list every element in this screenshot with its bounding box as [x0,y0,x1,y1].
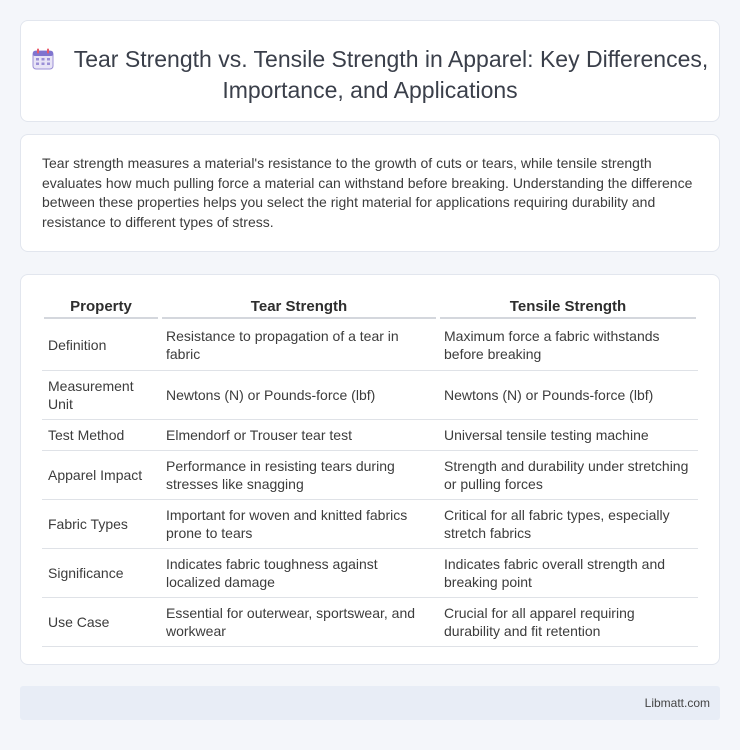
tensile-strength-cell: Crucial for all apparel requiring durability and fit retention [438,597,698,646]
footer-brand: Libmatt.com [644,696,710,710]
tensile-strength-cell: Indicates fabric overall strength and breaking point [438,548,698,597]
header-property: Property [42,295,160,321]
table-row [42,597,698,646]
calendar-icon [32,48,54,76]
tensile-strength-cell: Newtons (N) or Pounds-force (lbf) [438,370,698,419]
table-header-row [42,295,698,321]
table-row [42,419,698,450]
table-row [42,499,698,548]
intro-card [20,134,720,252]
tensile-strength-cell: Critical for all fabric types, especially stretch fabrics [438,499,698,548]
property-cell: Significance [42,548,160,597]
property-cell: Fabric Types [42,499,160,548]
property-cell: Measurement Unit [42,370,160,419]
table-row [42,321,698,370]
property-cell: Use Case [42,597,160,646]
tensile-strength-cell: Maximum force a fabric withstands before breaking [438,321,698,370]
table-row [42,450,698,499]
property-cell: Apparel Impact [42,450,160,499]
page-title [21,45,719,104]
tensile-strength-cell: Strength and durability under stretching or pulling forces [438,450,698,499]
tear-strength-cell: Indicates fabric toughness against localized damage [160,548,438,597]
intro-paragraph: Tear strength measures a material's resistance to the growth of cuts or tears, while tensile strength evaluates how much pulling force a material can withstand before breaking. Understanding the difference between these properties helps you select the right material for applications requiring durability and resistance to different types of stress. [42,155,693,230]
table-row [42,548,698,597]
tear-strength-cell: Newtons (N) or Pounds-force (lbf) [160,370,438,419]
header-tensile-strength: Tensile Strength [438,295,698,321]
property-cell: Test Method [42,419,160,450]
title-card [20,20,720,122]
table-row [42,370,698,419]
footer [20,686,720,720]
tear-strength-cell: Resistance to propagation of a tear in fabric [160,321,438,370]
tear-strength-cell: Important for woven and knitted fabrics prone to tears [160,499,438,548]
comparison-table [42,295,698,647]
tear-strength-cell: Essential for outerwear, sportswear, and workwear [160,597,438,646]
header-tear-strength: Tear Strength [160,295,438,321]
tensile-strength-cell: Universal tensile testing machine [438,419,698,450]
tear-strength-cell: Performance in resisting tears during stresses like snagging [160,450,438,499]
property-cell: Definition [42,321,160,370]
tear-strength-cell: Elmendorf or Trouser tear test [160,419,438,450]
comparison-table-card [20,274,720,665]
title-text: Tear Strength vs. Tensile Strength in Apparel: Key Differences, Importance, and Applications [73,46,709,103]
